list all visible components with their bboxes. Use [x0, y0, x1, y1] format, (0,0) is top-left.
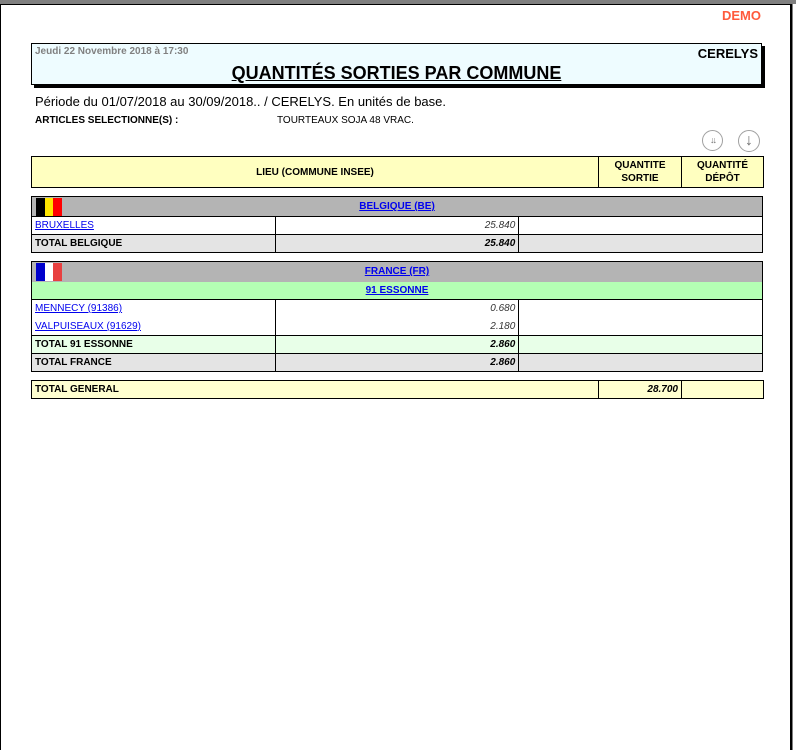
down-arrow-icon: ↓ — [745, 132, 753, 149]
quantite-sortie-cell: 2.180 — [275, 318, 519, 336]
demo-watermark: DEMO — [722, 8, 761, 23]
country-link-france[interactable]: FRANCE (FR) — [364, 266, 430, 278]
france-section — [31, 261, 763, 372]
double-down-arrow-icon: ↓↓ — [710, 135, 715, 145]
total-general-section — [31, 380, 764, 399]
total-row-france — [32, 354, 763, 372]
table-row — [32, 217, 763, 235]
total-sortie: 28.700 — [599, 381, 682, 399]
country-link-belgique[interactable]: BELGIQUE (BE) — [359, 201, 435, 212]
report-title: QUANTITÉS SORTIES PAR COMMUNE — [231, 63, 562, 83]
column-header-quantite-sortie — [599, 157, 682, 188]
total-row-belgique — [32, 235, 763, 253]
expand-button[interactable] — [738, 130, 760, 152]
expand-all-button[interactable] — [702, 130, 723, 151]
total-label: TOTAL GENERAL — [32, 381, 599, 399]
total-sortie: 2.860 — [275, 336, 519, 354]
commune-link-mennecy[interactable]: MENNECY (91386) — [35, 303, 123, 315]
total-depot — [519, 354, 763, 372]
total-sortie: 2.860 — [275, 354, 519, 372]
column-header-sortie-line2: SORTIE — [621, 173, 659, 184]
column-header-depot-line1: QUANTITÉ — [696, 160, 749, 171]
france-flag-icon — [36, 263, 62, 281]
country-header-belgique — [32, 197, 763, 217]
company-name: CERELYS — [697, 46, 758, 61]
quantite-sortie-cell: 25.840 — [275, 217, 519, 235]
column-header-lieu: LIEU (COMMUNE INSEE) — [32, 157, 599, 188]
articles-label: ARTICLES SELECTIONNE(S) : — [35, 115, 179, 126]
report-header — [31, 43, 762, 85]
department-header-essonne — [32, 282, 763, 300]
column-header-sortie-line1: QUANTITE — [614, 160, 666, 171]
column-header-depot-line2: DÉPÔT — [705, 173, 740, 184]
belgium-flag-icon — [36, 198, 62, 216]
commune-link-valpuiseaux[interactable]: VALPUISEAUX (91629) — [35, 320, 141, 332]
total-row-general — [32, 381, 764, 399]
country-header-france — [32, 262, 763, 282]
total-sortie: 25.840 — [275, 235, 519, 253]
total-label: TOTAL 91 ESSONNE — [32, 336, 276, 354]
department-link-essonne[interactable]: 91 ESSONNE — [365, 284, 429, 296]
articles-value: TOURTEAUX SOJA 48 VRAC. — [277, 115, 414, 126]
total-label: TOTAL BELGIQUE — [32, 235, 276, 253]
total-row-essonne — [32, 336, 763, 354]
table-row — [32, 300, 763, 318]
column-header-quantite-depot — [682, 157, 764, 188]
report-date: Jeudi 22 Novembre 2018 à 17:30 — [35, 46, 189, 57]
quantite-depot-cell — [519, 318, 763, 336]
quantite-sortie-cell: 0.680 — [275, 300, 519, 318]
total-depot — [682, 381, 764, 399]
commune-link-bruxelles[interactable]: BRUXELLES — [35, 220, 94, 231]
period-text: Période du 01/07/2018 au 30/09/2018.. / CERELYS. En unités de base. — [35, 94, 446, 109]
quantite-depot-cell — [519, 217, 763, 235]
total-depot — [519, 336, 763, 354]
total-label: TOTAL FRANCE — [32, 354, 276, 372]
quantite-depot-cell — [519, 300, 763, 318]
total-depot — [519, 235, 763, 253]
column-header-table — [31, 156, 764, 188]
table-row — [32, 318, 763, 336]
belgique-section — [31, 196, 763, 253]
